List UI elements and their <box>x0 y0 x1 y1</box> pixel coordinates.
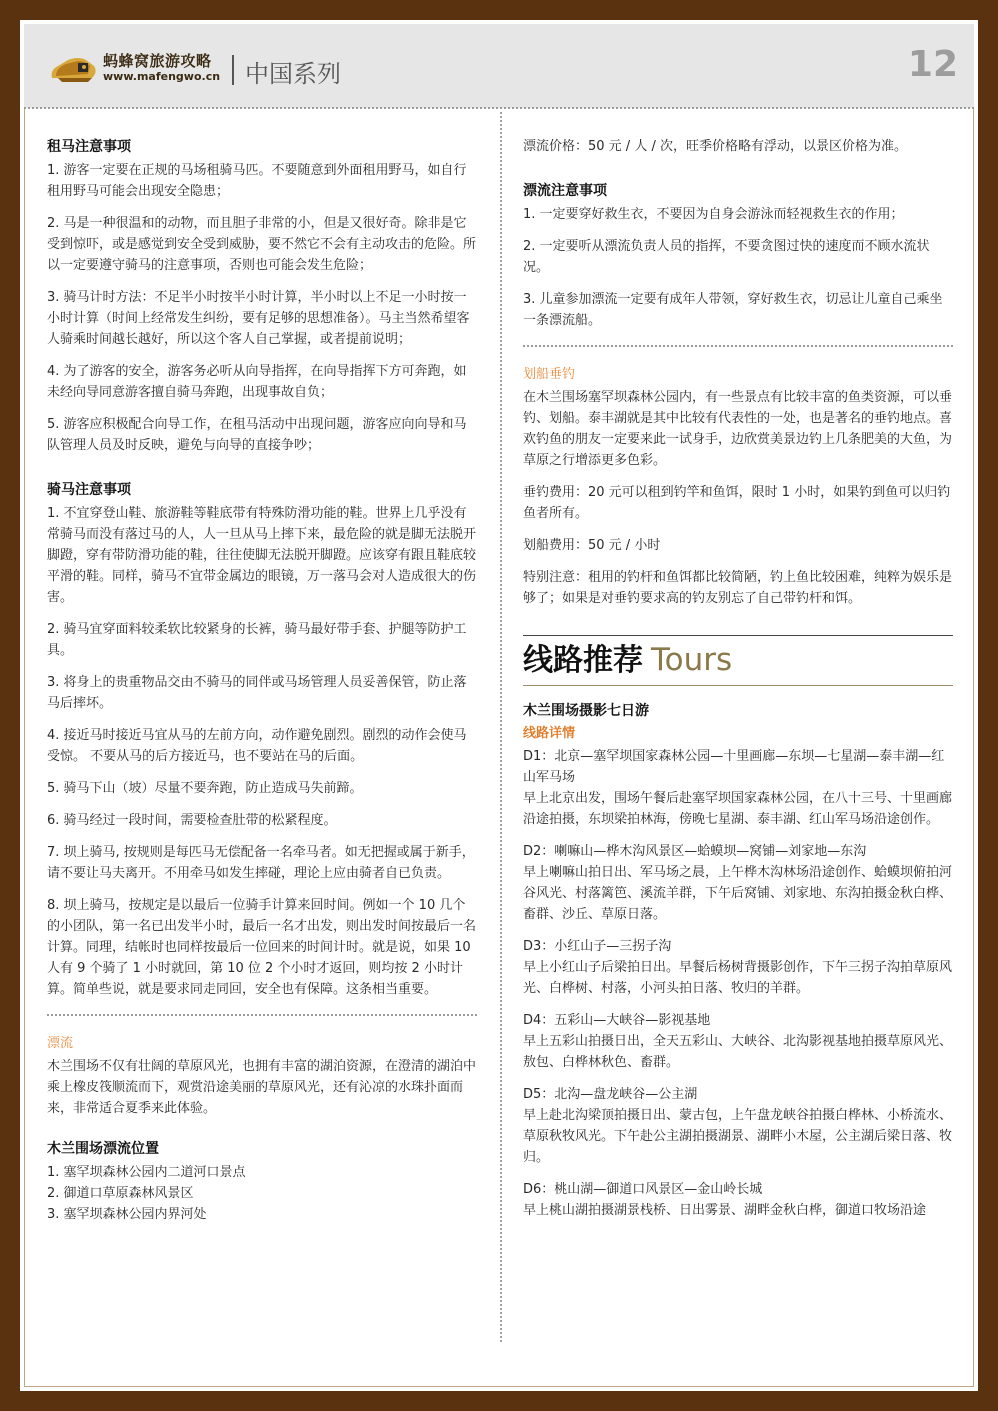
tours-heading <box>523 638 953 683</box>
day-entry <box>523 1179 953 1221</box>
route-subtitle: 线路详情 <box>523 726 576 741</box>
tours-bottom-rule <box>523 685 953 686</box>
paragraph: 4. 接近马时接近马宜从马的左前方向，动作避免剧烈。剧烈的动作会使马受惊。 不要从马的后方接近马，也不要站在马的后面。 <box>47 728 467 764</box>
paragraph: 1. 一定要穿好救生衣，不要因为自身会游泳而轻视救生衣的作用； <box>523 207 904 222</box>
day-heading: D3：小红山子—三拐子沟 <box>523 939 672 954</box>
day-body: 早上喇嘛山拍日出、军马场之晨，上午桦木沟林场沿途创作、蛤蟆坝俯拍河谷风光、村落篱笆、溪流羊群，下午后窝铺、刘家地、东沟拍摄金秋白桦、畜群、沙丘、草原日落。 <box>523 865 953 922</box>
paragraph: 3. 将身上的贵重物品交由不骑马的同伴或马场管理人员妥善保管，防止落马后摔坏。 <box>47 675 467 711</box>
day-heading: D1：北京—塞罕坝国家森林公园—十里画廊—东坝—七星湖—泰丰湖—红山军马场 <box>523 749 945 785</box>
list-item: 2. 御道口草原森林风景区 <box>47 1186 194 1201</box>
page-number: 12 <box>907 44 958 85</box>
right-column <box>523 136 953 1232</box>
route-title: 木兰围场摄影七日游 <box>523 703 649 719</box>
brand <box>103 52 220 84</box>
day-body: 早上北京出发，围场午餐后赴塞罕坝国家森林公园，在八十三号、十里画廊沿途拍摄，东坝梁拍林海，傍晚七星湖、泰丰湖、红山军马场沿途创作。 <box>523 791 953 827</box>
day-heading: D5：北沟—盘龙峡谷—公主湖 <box>523 1087 698 1102</box>
day-body: 早上桃山湖拍摄湖景栈桥、日出雾景、湖畔金秋白桦，御道口牧场沿途 <box>523 1203 927 1218</box>
day-entry <box>523 746 953 830</box>
paragraph: 5. 骑马下山（坡）尽量不要奔跑，防止造成马失前蹄。 <box>47 781 363 796</box>
day-entry <box>523 1010 953 1073</box>
paragraph: 垂钓费用：20 元可以租到钓竿和鱼饵，限时 1 小时，如果钓到鱼可以归钓鱼者所有。 <box>523 485 951 521</box>
day-entry <box>523 1084 953 1168</box>
paragraph: 8. 坝上骑马，按规定是以最后一位骑手计算来回时间。例如一个 10 几个的小团队，第一名已出发半小时，最后一名才出发，则出发时间按最后一名计算。同理，结帐时也同样按最后一位回来的时间计时。就是说，如果 10 人有 9 个骑了 1 小时就回，第 10 位 2 个小时才返回，则均按 2 小时计算。简单些说，就是要求同走同回，安全也有保障。这条相当重要。 <box>47 898 477 997</box>
list-item: 3. 塞罕坝森林公园内界河处 <box>47 1207 207 1222</box>
section-title: 漂流注意事项 <box>523 183 607 199</box>
paragraph: 3. 骑马计时方法：不足半小时按半小时计算，半小时以上不足一小时按一小时计算（时间上经常发生纠纷，要有足够的思想准备）。马主当然希望客人骑乘时间越长越好，所以这个客人自己掌握，或者提前说明； <box>47 290 470 347</box>
price-paragraph: 漂流价格：50 元 / 人 / 次，旺季价格略有浮动，以景区价格为准。 <box>523 139 907 154</box>
header-divider <box>24 107 974 109</box>
tours-heading-cn: 线路推荐 <box>523 643 643 678</box>
section-label: 漂流 <box>47 1036 74 1051</box>
section-divider <box>523 345 953 347</box>
day-body: 早上小红山子后梁拍日出。早餐后杨树背摄影创作，下午三拐子沟拍草原风光、白桦树、村落，小河头拍日落、牧归的羊群。 <box>523 960 953 996</box>
day-entry <box>523 936 953 999</box>
tours-heading-en: Tours <box>651 642 733 678</box>
paragraph: 特别注意：租用的钓杆和鱼饵都比较简陋，钓上鱼比较困难，纯粹为娱乐是够了；如果是对垂钓要求高的钓友别忘了自己带钓杆和饵。 <box>523 570 953 606</box>
brand-name: 蚂蜂窝旅游攻略 <box>103 52 212 70</box>
day-heading: D2：喇嘛山—桦木沟风景区—蛤蟆坝—窝铺—刘家地—东沟 <box>523 844 867 859</box>
left-column <box>47 136 477 1225</box>
paragraph: 1. 游客一定要在正规的马场租骑马匹。不要随意到外面租用野马，如自行租用野马可能会出现安全隐患； <box>47 163 467 199</box>
paragraph: 3. 儿童参加漂流一定要有成年人带领，穿好救生衣，切忌让儿童自己乘坐一条漂流船。 <box>523 292 943 328</box>
header-separator <box>232 55 234 85</box>
paragraph: 6. 骑马经过一段时间，需要检查肚带的松紧程度。 <box>47 813 337 828</box>
brand-url[interactable]: www.mafengwo.cn <box>103 70 221 83</box>
paragraph: 5. 游客应积极配合向导工作，在租马活动中出现问题，游客应向向导和马队管理人员及时反映，避免与向导的直接争吵； <box>47 417 467 453</box>
paragraph: 2. 一定要听从漂流负责人员的指挥，不要贪图过快的速度而不顾水流状况。 <box>523 239 930 275</box>
paragraph: 划船费用：50 元 / 小时 <box>523 538 661 553</box>
day-heading: D6：桃山湖—御道口风景区—金山岭长城 <box>523 1182 763 1197</box>
tours-top-rule <box>523 635 953 636</box>
paragraph: 2. 马是一种很温和的动物，而且胆子非常的小，但是又很好奇。除非是它受到惊吓，或是感觉到安全受到威胁，要不然它不会有主动攻击的危险。所以一定要遵守骑马的注意事项，否则也可能会发生危险； <box>47 216 477 273</box>
paragraph: 在木兰围场塞罕坝森林公园内，有一些景点有比较丰富的鱼类资源，可以垂钓、划船。泰丰湖就是其中比较有代表性的一处，也是著名的垂钓地点。喜欢钓鱼的朋友一定要来此一试身手，边欣赏美景边钓上几条肥美的大鱼，为草原之行增添更多色彩。 <box>523 390 953 468</box>
day-body: 早上赴北沟梁顶拍摄日出、蒙古包，上午盘龙峡谷拍摄白桦林、小桥流水、草原秋牧风光。下午赴公主湖拍摄湖景、湖畔小木屋，公主湖后梁日落、牧归。 <box>523 1108 953 1165</box>
mafengwo-logo-icon <box>48 52 100 86</box>
section-title: 骑马注意事项 <box>47 482 131 498</box>
day-heading: D4：五彩山—大峡谷—影视基地 <box>523 1013 711 1028</box>
paragraph: 1. 不宜穿登山鞋、旅游鞋等鞋底带有特殊防滑功能的鞋。世界上几乎没有常骑马而没有落过马的人，人一旦从马上摔下来，最危险的就是脚无法脱开脚蹬，穿有带防滑功能的鞋，往往使脚无法脱开脚蹬。应该穿有跟且鞋底较平滑的鞋。同样，骑马不宜带金属边的眼镜，万一落马会对人造成很大的伤害。 <box>47 506 477 605</box>
series-title: 中国系列 <box>245 60 341 88</box>
section-title: 木兰围场漂流位置 <box>47 1141 159 1157</box>
section-divider <box>47 1014 477 1016</box>
day-entry <box>523 841 953 925</box>
paragraph: 木兰围场不仅有壮阔的草原风光，也拥有丰富的湖泊资源，在澄清的湖泊中乘上橡皮筏顺流而下，观赏沿途美丽的草原风光，还有沁凉的水珠扑面而来，非常适合夏季来此体验。 <box>47 1059 477 1116</box>
day-body: 早上五彩山拍摄日出，全天五彩山、大峡谷、北沟影视基地拍摄草原风光、敖包、白桦林秋色、畜群。 <box>523 1034 953 1070</box>
list-item: 1. 塞罕坝森林公园内二道河口景点 <box>47 1165 246 1180</box>
paragraph: 2. 骑马宜穿面料较柔软比较紧身的长裤，骑马最好带手套、护腿等防护工具。 <box>47 622 467 658</box>
paragraph: 7. 坝上骑马, 按规则是每匹马无偿配备一名牵马者。如无把握或属于新手，请不要让马夫离开。不用牵马如发生摔碰，理论上应由骑者自已负责。 <box>47 845 475 881</box>
section-title: 租马注意事项 <box>47 139 131 155</box>
section-label: 划船垂钓 <box>523 367 576 382</box>
paragraph: 4. 为了游客的安全，游客务必听从向导指挥，在向导指挥下方可奔跑，如未经向导同意游客擅自骑马奔跑，出现事故自负； <box>47 364 467 400</box>
column-divider <box>500 112 502 1342</box>
